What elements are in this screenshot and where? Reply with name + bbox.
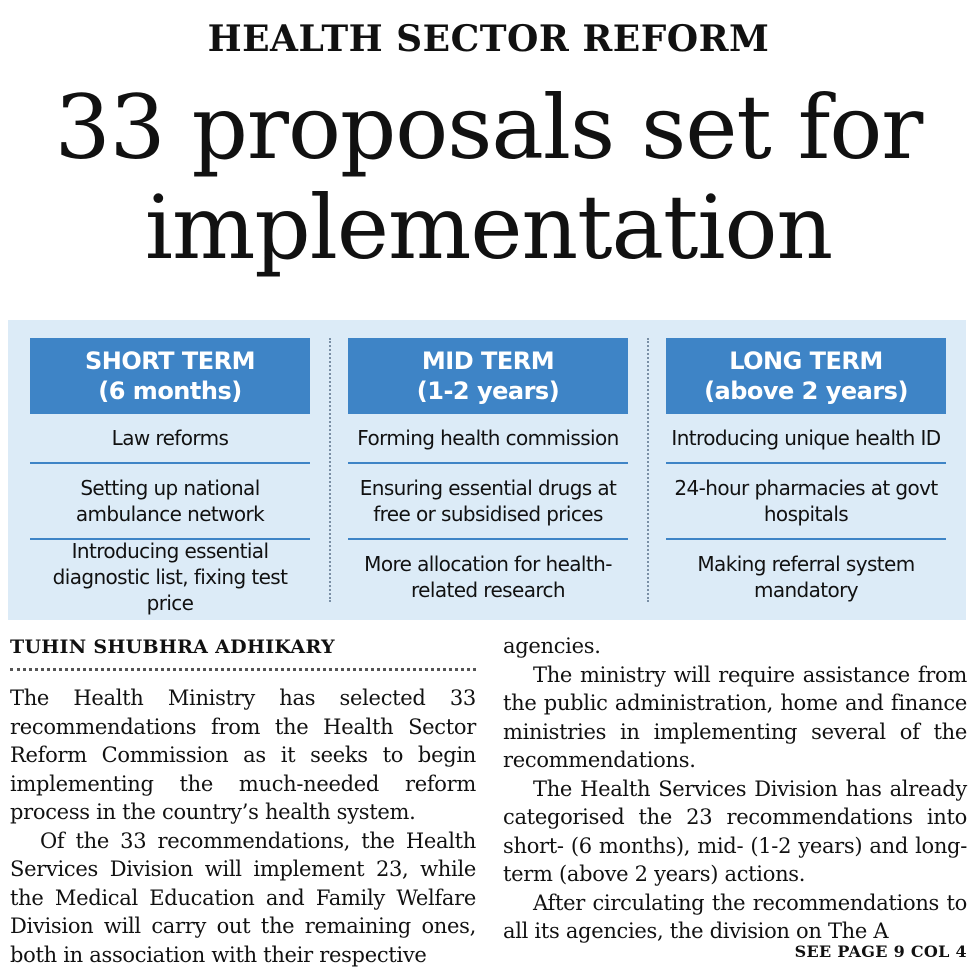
headline-line-1: 33 proposals set for (54, 76, 923, 179)
paragraph: After circulating the recommendations to all its agencies, the division on The A (503, 890, 967, 943)
term-column-mid (348, 338, 628, 614)
term-title: SHORT TERM (84, 347, 256, 375)
term-duration: (1-2 years) (416, 377, 560, 405)
column-divider (647, 338, 649, 602)
term-item: 24-hour pharmacies at govt hospitals (666, 462, 946, 538)
article-column-right (503, 632, 967, 946)
headline-line-2: implementation (144, 176, 833, 279)
article-column-left (10, 684, 476, 969)
jump-line[interactable]: SEE PAGE 9 COL 4 (794, 942, 967, 961)
term-item: Introducing unique health ID (671, 426, 941, 450)
term-item: More allocation for health-related research (348, 538, 628, 614)
headline (0, 78, 977, 278)
paragraph: Of the 33 recommendations, the Health Services Division will implement 23, while the Medical Education and Family Welfare Division will carry out the remaining ones, both in association with their respective (10, 828, 476, 967)
kicker: HEALTH SECTOR REFORM (207, 18, 770, 60)
term-header (666, 338, 946, 414)
paragraph: The ministry will require assistance from the public administration, home and finance ministries in implementing several of the recommendations. (503, 662, 967, 772)
term-title: LONG TERM (729, 347, 883, 375)
term-column-short (30, 338, 310, 614)
term-column-long (666, 338, 946, 614)
term-item: Setting up national ambulance network (30, 462, 310, 538)
term-item: Making referral system mandatory (666, 538, 946, 614)
term-header (30, 338, 310, 414)
term-item: Introducing essential diagnostic list, fixing test price (30, 538, 310, 614)
term-duration: (6 months) (98, 377, 242, 405)
term-duration: (above 2 years) (704, 377, 908, 405)
paragraph: agencies. (503, 634, 601, 658)
byline-rule (10, 668, 476, 671)
column-divider (329, 338, 331, 602)
term-item: Law reforms (111, 426, 229, 450)
paragraph: The Health Services Division has already categorised the 23 recommendations into short- (6 months), mid- (1-2 years) and long-term (above 2 years) actions. (503, 776, 967, 886)
byline: TUHIN SHUBHRA ADHIKARY (10, 636, 335, 658)
infobox (8, 320, 966, 620)
term-header (348, 338, 628, 414)
term-title: MID TERM (421, 347, 555, 375)
term-item: Forming health commission (357, 426, 619, 450)
term-item: Ensuring essential drugs at free or subsidised prices (348, 462, 628, 538)
paragraph: The Health Ministry has selected 33 recommendations from the Health Sector Reform Commission as it seeks to begin implementing the much-needed reform process in the country’s health system. (10, 686, 476, 824)
